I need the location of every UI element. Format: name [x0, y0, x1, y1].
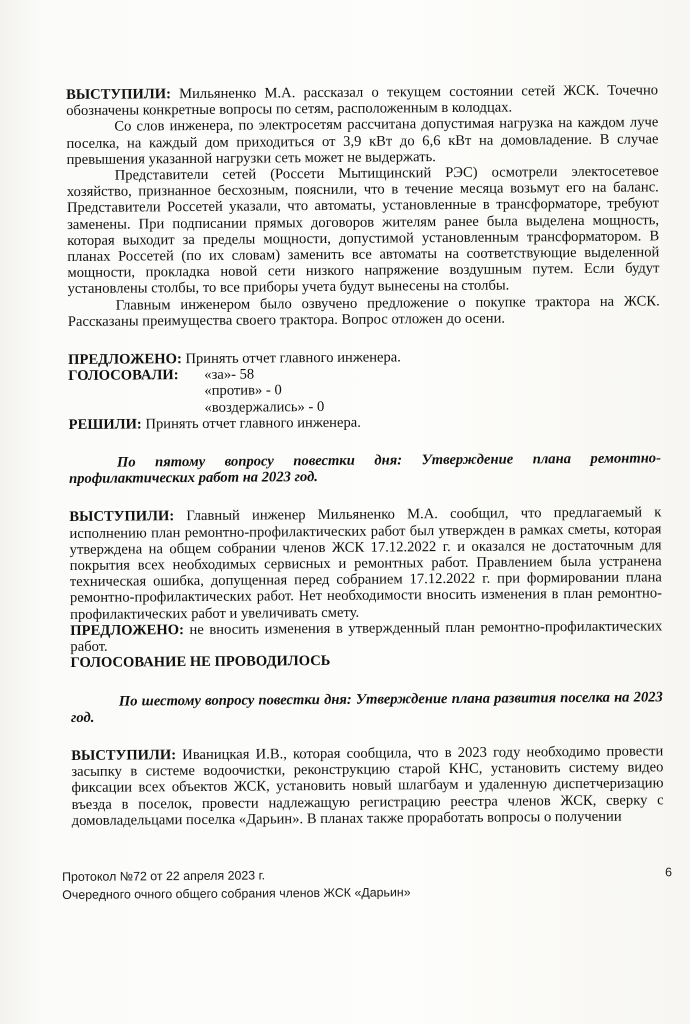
proposed5-line [70, 618, 662, 655]
agenda-item-5: По пятому вопросу повестки дня: Утверждение плана ремонтно-профилактических работ на 2023 год. [69, 450, 661, 488]
decided-text: Принять отчет главного инженера. [141, 414, 361, 433]
footer-protocol: Протокол №72 от 22 апреля 2023 г. [62, 868, 266, 884]
spoke-label: ВЫСТУПИЛИ: [66, 86, 171, 103]
document-body [66, 82, 664, 829]
spoke-label: ВЫСТУПИЛИ: [69, 508, 175, 526]
paragraph-electric-load: Со слов инженера, по электросетям рассчитана допустимая нагрузка на каждом луче поселка, на каждый дом приходиться от 3,9 кВт до 6,6 кВт на домовладение. В случае превышения указанной нагрузки сеть может не выдержать. [66, 114, 659, 168]
paragraph-rosseti: Представители сетей (Россети Мытищинский РЭС) осмотрели электосетевое хозяйство, признанное бесхозным, пояснили, что в течение месяца возьмут его на баланс. Представители Россетей указали, что автоматы, установленные в трансформаторе, требуют заменены. При подписании прямых договоров жителям ранее была выделена мощность, которая выходит за пределы мощности, допустимой установленным трансформатором. В планах Россетей (по их словам) заменить все автоматы на соответствующие выделенной мощности, прокладка новой сети низкого напряжение воздушным путем. Если будут установлены столбы, то все приборы учета будут вынесены на столбы. [66, 163, 660, 298]
vote-abstain: «воздержались» - 0 [204, 398, 325, 416]
paragraph-tractor: Главным инженером было озвучено предложение о покупке трактора на ЖСК. Рассказаны преимущества своего трактора. Вопрос отложен до осени. [67, 292, 660, 330]
proposed-label: ПРЕДЛОЖЕНО: [68, 351, 182, 369]
speech-paragraph-5 [69, 505, 662, 623]
decided-label: РЕШИЛИ: [68, 416, 142, 433]
voted-label: ГОЛОСОВАЛИ: [68, 367, 179, 385]
vote-for: «за»- 58 [204, 366, 255, 384]
speech-paragraph-1 [66, 82, 658, 119]
speech-text: Мильяненко М.А. рассказал о текущем состоянии сетей ЖСК. Точечно обозначены конкретные вопросы по сетям, расположенным в колодцах. [66, 82, 659, 120]
speech-paragraph-6 [71, 743, 664, 829]
proposed-text: Принять отчет главного инженера. [181, 349, 401, 368]
page-footer [62, 863, 672, 904]
speech-text: Главный инженер Мильяненко М.А. сообщил, что предлагаемый к исполнению план ремонтно-профилактических работ был утвержден в рамках сметы, которая утверждена на общем собрании членов ЖСК 17.12.2022 г. и оказался не достаточным для покрытия всех необходимых сервисных и ремонтных работ. Правлением была устранена техническая ошибка, допущенная перед собранием 17.12.2022 г. при формировании плана ремонтно-профилактических работ. Нет необходимости вносить изменения в план ремонтно-профилактических работ и увеличивать смету. [69, 504, 663, 623]
footer-meeting: Очередного очного общего собрания членов ЖСК «Дарьин» [62, 885, 411, 902]
spoke-label: ВЫСТУПИЛИ: [71, 747, 177, 764]
no-vote-heading: ГОЛОСОВАНИЕ НЕ ПРОВОДИЛОСЬ [70, 653, 331, 672]
vote-against: «против» - 0 [204, 382, 282, 400]
proposed-text: не вносить изменения в утвержденный план ремонтно-профилактических работ. [70, 618, 663, 656]
speech-text: Иваницкая И.В., которая сообщила, что в 2023 году необходимо провести засыпку в системе водоочистки, реконструкцию старой КНС, установить систему видео фиксации всех объектов ЖСК, установить новый шлагбаум и удаленную диспетчеризацию въезда в поселок, провести надлежащую регистрацию реестра членов ЖСК, сверку с домовладельцами поселка «Дарьин». В планах также проработать вопросы о получении [71, 743, 664, 829]
page-number: 6 [665, 865, 673, 880]
proposed-label: ПРЕДЛОЖЕНО: [70, 621, 184, 639]
agenda-item-6: По шестому вопросу повестки дня: Утверждение плана развития поселка на 2023 год. [70, 688, 663, 726]
